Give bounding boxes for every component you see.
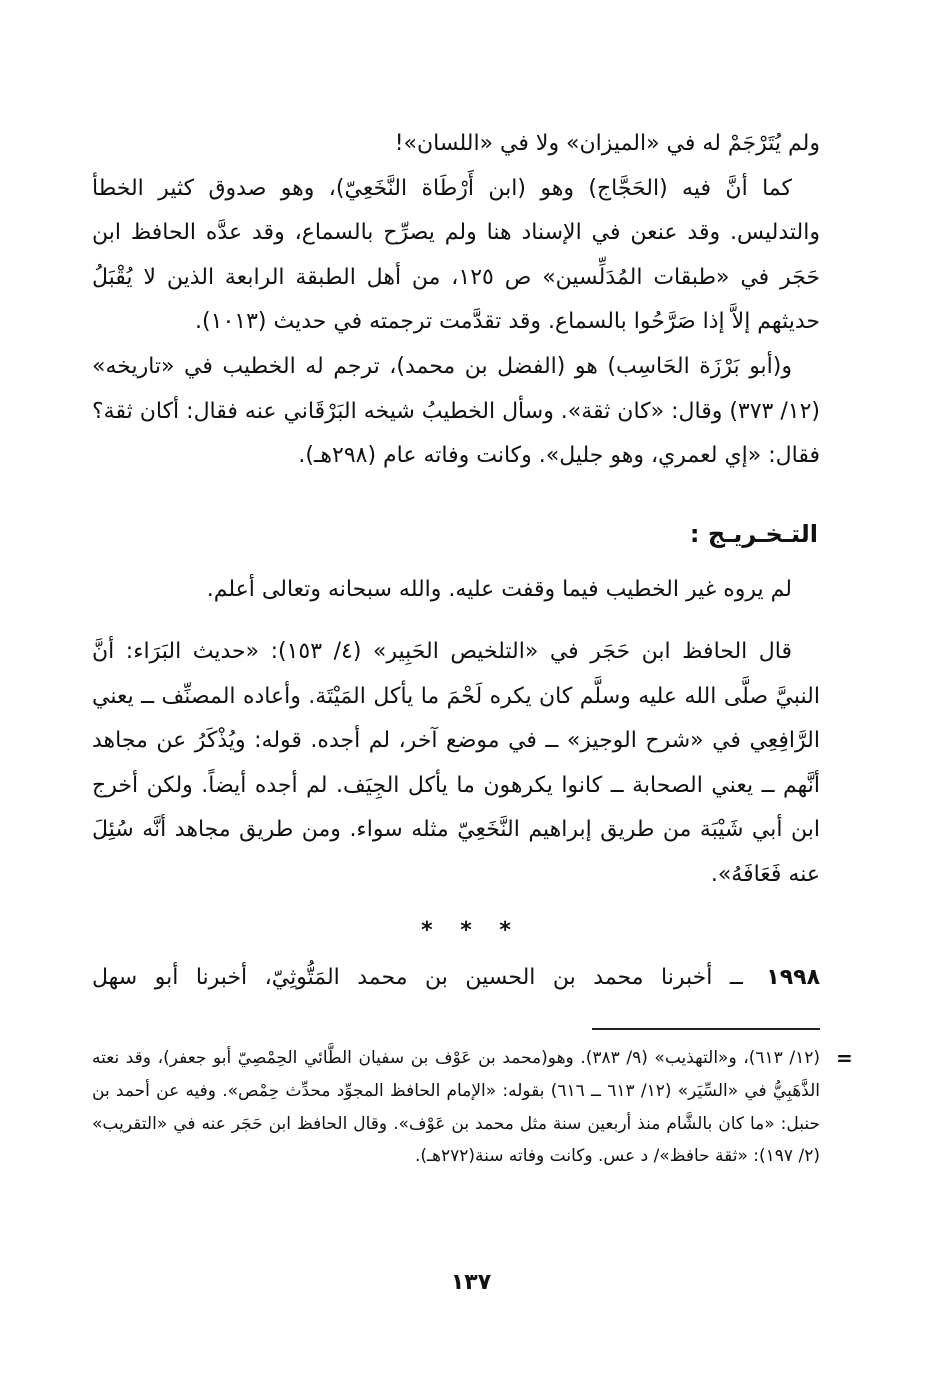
- footnotes: [92, 1042, 820, 1173]
- footnote-text: (١٢/ ٦١٣)، و«التهذيب» (٩/ ٣٨٣). وهو(محمد بن عَوْف بن سفيان الطَّائي الحِمْصِيّ أبو جعفر)، وقد نعته الذَّهَبِيُّ في «السِّيَر» (١٢/ ٦١٣ ــ ٦١٦) بقوله: «الإمام الحافظ المجوِّد محدِّث حِمْص». وفيه عن أحمد بن حنبل: «ما كان بالشَّام منذ أربعين سنة مثل محمد بن عَوْف». وقال الحافظ ابن حَجَر عنه في «التقريب» (٢/ ١٩٧): «ثقة حافظ»/ د عس. وكانت وفاته سنة(٢٧٢هـ).: [92, 1048, 820, 1167]
- main-text: [92, 122, 820, 479]
- quote-text: [92, 630, 820, 898]
- hadith-entry: [92, 956, 820, 1001]
- section-separator: * * *: [421, 918, 521, 943]
- footnote-continuation-mark: =: [836, 1046, 853, 1070]
- paragraph-translation-note: ولم يُتَرْجَمْ له في «الميزان» ولا في «اللسان»!: [394, 131, 820, 156]
- hadith-chain-text: ــ أخبرنا محمد بن الحسين بن محمد المَتُّوثِيّ، أخبرنا أبو سهل: [92, 965, 743, 990]
- page-number: ١٣٧: [450, 1270, 492, 1295]
- takhrij-heading: التـخـريـج :: [689, 520, 818, 548]
- paragraph-ibn-hajar-quote: قال الحافظ ابن حَجَر في «التلخيص الحَبِير» (٤/ ١٥٣): «حديث البَرَاء: أنَّ النبيَّ صلَّى الله عليه وسلَّم كان يكره لَحْمَ ما يأكل المَيْتَة. وأعاده المصنِّف ــ يعني الرَّافِعِي في «شرح الوجيز» ــ في موضع آخر، لم أجده. قوله: ويُذْكَرُ عن مجاهد أنَّهم ــ يعني الصحابة ــ كانوا يكرهون ما يأكل الجِيَف. لم أجده أيضاً. ولكن أخرج ابن أبي شَيْبَة من طريق إبراهيم النَّخَعِيّ مثله سواء. ومن طريق مجاهد أنَّه سُئِلَ عنه فَعَافَهُ».: [92, 639, 820, 887]
- hadith-number: ١٩٩٨: [766, 965, 820, 990]
- paragraph-hajjaj: كما أنَّ فيه (الحَجَّاج) وهو (ابن أَرْطَاة النَّخَعِيّ)، وهو صدوق كثير الخطأ والتدليس. وقد عنعن في الإسناد هنا ولم يصرِّح بالسماع، وقد عدَّه الحافظ ابن حَجَر في «طبقات المُدَلِّسين» ص ١٢٥، من أهل الطبقة الرابعة الذين لا يُقْبَلُ حديثهم إلاَّ إذا صَرَّحُوا بالسماع. وقد تقدَّمت ترجمته في حديث (١٠١٣).: [92, 175, 820, 335]
- paragraph-abu-barza: و(أبو بَرْزَة الحَاسِب) هو (الفضل بن محمد)، ترجم له الخطيب في «تاريخه» (١٢/ ٣٧٣) وقال: «كان ثقة». وسأل الخطيبُ شيخه البَرْقَاني عنه فقال: أكان ثقة؟ فقال: «إي لعمري، وهو جليل». وكانت وفاته عام (٢٩٨هـ).: [92, 353, 820, 469]
- paragraph-takhrij: لم يروه غير الخطيب فيما وقفت عليه. والله سبحانه وتعالى أعلم.: [206, 577, 792, 602]
- footnote-divider: [592, 1028, 820, 1030]
- takhrij-text: [92, 568, 820, 613]
